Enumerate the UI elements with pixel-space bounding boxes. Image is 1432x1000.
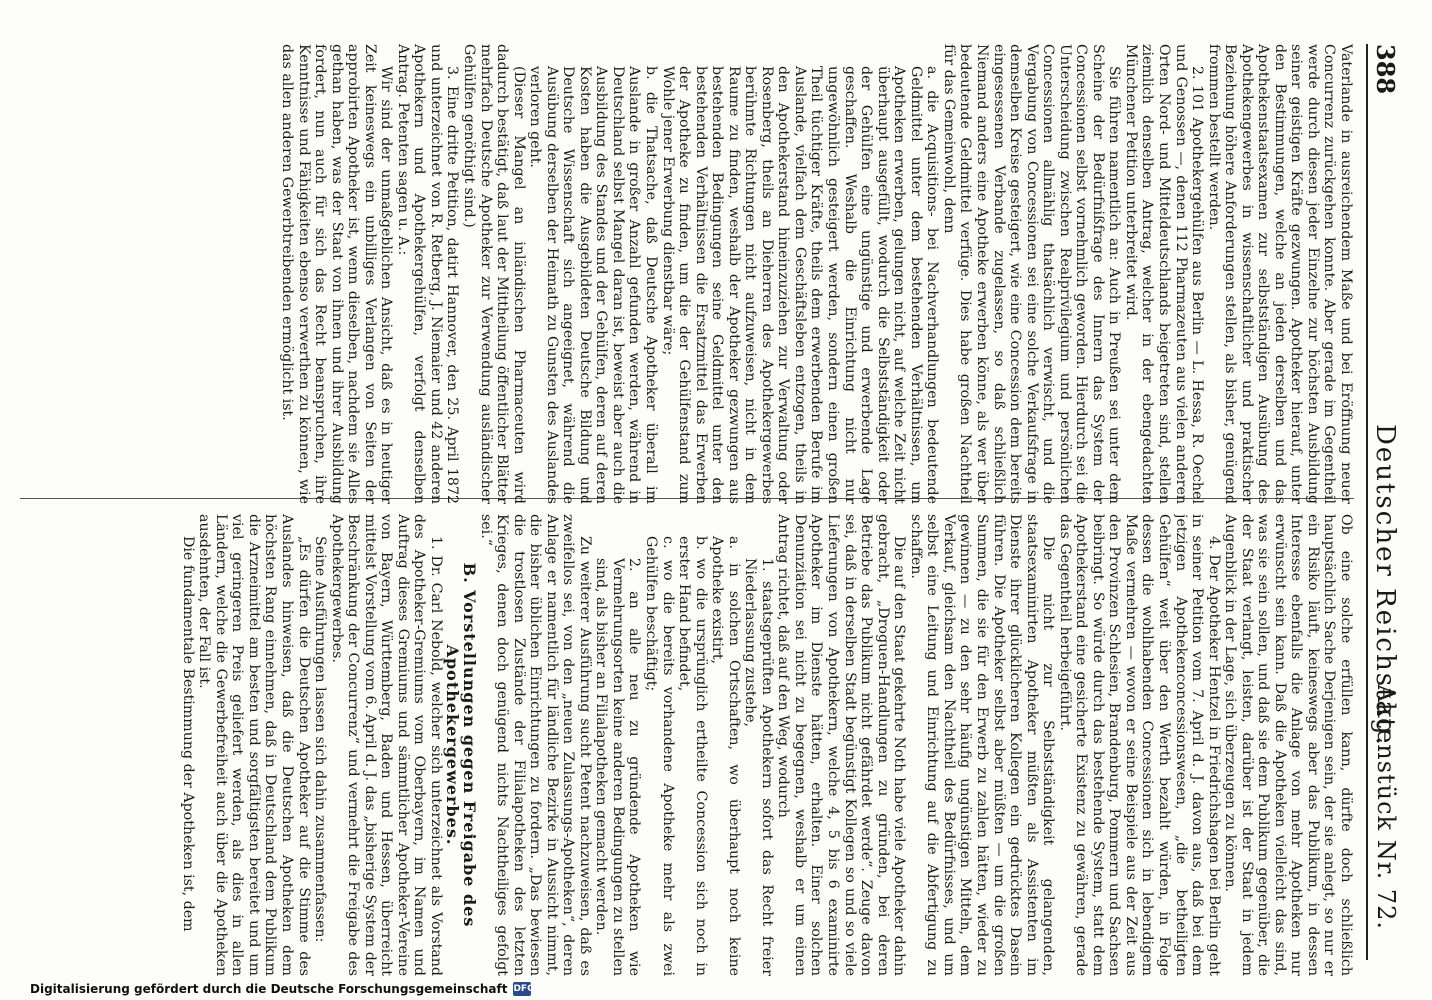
paragraph: 1. Dr. Carl Nebold, welcher sich unterzeichnet als Vorstand des Apotheker-Gremiums vom Oberbayern, im Namen und Auftrag dieses Gremiums und sämmtlicher Apotheker-Vereine von Bayern, Württemberg, Baden und Hessen, überreicht mittelst Vorstellung vom 6. April d. J. das „bisherige System der Beschränkung der Concurrenz“ und vermehrt die Freigabe des Apothekergewerbes. — [328, 514, 444, 976]
paragraph: „Es dürfen die Deutschen Apotheker auf die Stimme des Auslandes hinweisen, daß die Deutschen Apotheken dem höchsten Rang einnehmen, daß in Deutschland dem Publikum die Arzneimittel am besten und sorgfältigsten bereitet und um viel geringeren Preis geliefert werden, als dies in allen Ländern, welche die Gewerbefreiheit auch über die Apotheken ausdehnten, der Fall ist. — [196, 514, 312, 976]
section-heading: B. Vorstellungen gegen Freigabe des Apothekergewerbes. — [443, 562, 480, 928]
paragraph: b. wo die ursprünglich ertheilte Concession sich noch in erster Hand befindet, — [676, 536, 709, 976]
paragraph: Seine Ausführungen lassen sich dahin zusammenfassen: — [312, 536, 329, 943]
paragraph: b. die Thatsache, daß Deutsche Apotheker überall im Auslande in großer Anzahl gefunden werden, während in Deutschland selbst Mangel daran ist, beweist aber auch die Ausbildung des Standes und der Gehülfen, deren auf deren Kosten haben die Ausgebildeten Deutsche Bildung und Deutsche Wissenschaft sich angeeignet, während die Ausübung derselben der Heimath zu Gunsten des Auslandes verloren geht. — [527, 66, 660, 504]
paragraph: 2. 101 Apothekergehülfen aus Berlin — L. Hessa, R. Oechel und Genossen —, denen 112 Pharmazeuten aus vielen anderen Orten Nord- und Mitteldeutschlands beigetreten sind, stellen ziemlich denselben Antrag, welcher in der ebengedachten Münchener Petition unterbreitet wird. — [1122, 44, 1206, 504]
paragraph: c. wo die bereits vorhandene Apotheke mehr als zwei Gehülfen beschäftigt; — [643, 536, 676, 976]
paragraph: 1. staatsgeprüften Apothekern sofort das Recht freier Niederlassung zustehe, — [742, 558, 775, 976]
document-label: Aktenstück Nr. 72. — [1372, 684, 1400, 930]
paragraph: Wir sind der unmaßgeblichen Ansicht, daß es in heutiger Zeit keineswegs ein unbilliges Verlangen von Seiten der approbirten Apotheker ist, wenn dieselben, nachdem sie Alles gethan haben, was der Staat von ihnen und ihrer Ausbildung fordert, nun auch für sich das Recht beanspruchen, ihre Kenntnisse und Fähigkeiten ebenso verwerthen zu können, wie das allen anderen Gewerbtreibenden ermöglicht ist. — [279, 44, 395, 504]
dfg-logo-icon: DFG — [513, 984, 535, 994]
paragraph: a. in solchen Ortschaften, wo überhaupt noch keine Apotheke existirt, — [709, 536, 742, 976]
paragraph: Vaterlande in ausreichendem Maße und bei Eröffnung neuer Concurrenz zurückgehen konnte. Aber gerade im Gegentheil werde durch diesen jeder Einzelne zur höchsten Ausbildung seiner geistigen Kräfte gezwungen. Apotheker hierauf, unter den Bestimmungen, welche an jeden derselben und das Apothekenstaatsexamen zur selbstständigen Ausübung des Apothekengewerbes in wissenschaftlicher und praktischer Beziehung höhere Anforderungen stellen, als bisher, genügend frommen bestellt werden. — [1205, 44, 1354, 504]
paragraph: Die nicht zur Selbstständigkeit gelangenden, staatsexaminirten Apotheker müßten als Assistenten im Dienste ihrer glücklicheren Kollegen ein gedrücktes Dasein führen. Die Apotheker selbst aber müßten — um die großen Summen, die sie für den Erwerb zu zahlen hätten, wieder zu gewinnen — zu den sehr häufig ungünstigen Mitteln, dem Verkauf, gleichsam den Nachtheil des Bedürfnisses, und um selbst eine Leitung und Einrichtung auf die Abfertigung zu schaffen. — [907, 514, 1057, 976]
paragraph: Ob eine solche erfüllen kann, dürfte doch schließlich hauptsächlich Sache Derjenigen sein, der sie anlegt, so nur er ein Risiko läuft, keineswegs aber das Publikum, in dessen Interesse ebenfalls die Anlage von mehr Apotheken nur erwünscht sein kann. Daß die Apotheken vielleicht das sind, was sie sein sollen, und daß sie dem Publikum gegenüber, die der Staat verlangt, leisten, darüber ist der Staat in jedem Augenblick in der Lage, sich überzeugen zu können. — [1222, 514, 1354, 976]
paragraph: Sie führen namentlich an: Auch in Preußen sei unter dem Scheine der Bedürfnißfrage des Innern das System der Concessionen selbst vornehmlich geworden. Hierdurch sei die Unterscheidung zwischen Realprivilegium und persönlichen Concessionen allmählig thatsächlich verwischt, und die Vergabung von Concessionen sei eine solche Verkaufsfrage in demselben Kreise gesteigert, wie eine Concession dem bereits eingesessenen Verbande zugelassen, so daß schließlich Niemand anders eine Apotheke erwerben könne, als wer über bedeutende Geldmittel verfüge. Dies habe großen Nachtheil für das Gemeinwohl, denn — [940, 44, 1123, 504]
digitization-footer — [30, 982, 535, 996]
footer-text: Digitalisierung gefördert durch die Deutsche Forschungsgemeinschaft — [30, 982, 508, 996]
page-header — [1366, 44, 1402, 960]
right-column — [14, 514, 1354, 976]
paragraph: 3. Eine dritte Petition, datirt Hannover, den 25. April 1872 und unterzeichnet von R. Retberg, J. Niemaier und 42 anderen Apothekern und Apothekergehülfen, verfolgt denselben Antrag. Petenten sagen u. A.: — [394, 44, 461, 504]
paragraph: Die fundamentale Bestimmung der Apotheken ist, dem — [179, 536, 196, 932]
paragraph: 2. an alle neu zu gründende Apotheken wie Vermehrungsorten keine anderen Bedingungen zu stellen sind, als bisher an Filialapotheken gemacht werden. — [593, 558, 643, 976]
paragraph: 4. Der Apotheker Hentzel in Friedrichshagen bei Berlin geht in seiner Petition vom 7. April d. J. davon aus, daß bei dem jetzigen Apothekenconcessionswesen, „die betheiligten Gehülfen“ weit über den Werth bezahlt würden, in Folge dessen die wohlhabenden Concessionen sich in lebendigem Maße vermehren — wovon er seine Beispiele aus der Zeit aus den Provinzen Schlesien, Brandenburg, Pommern und Sachsen beibringt. So würde durch das bestehende System, statt dem Apothekerstand eine gesicherte Existenz zu gewähren, gerade das Gegentheil herbeigeführt. — [1056, 514, 1222, 976]
page-number: 388 — [1371, 44, 1400, 95]
paragraph: Die auf den Staat gekehrte Noth habe viele Apotheker dahin gebracht, „Droguen-Handlungen zu gründen, bei deren Betriebe das Publikum nicht gefährdet werde“. Zeuge davon sei, daß in derselben Stadt begünstigt Kollegen so und so viele Lieferungen von Apothekern, welche 4, 5 bis 6 examinirte Apotheker im Dienste hätten, erhalten. Einer solchen Denunziation sei nicht zu begegnen, weshalb er um einen Antrag richtet, daß auf den Weg, wodurch — [775, 514, 908, 976]
left-column — [14, 44, 1354, 504]
paragraph: a. die Acquisitions- bei Nachverhandlungen bedeutende Geldmittel unter dem bestehenden Verhältnissen, um Apotheken erwerben, gelungen nicht, auf welche Zeit nicht überhaupt ausgefüllt, wodurch die Selbstständigkeit oder der Gehülfen eine ungünstige und erwerbende Lage geschaffen. Weshalb die Einrichtung nicht nur ungewöhnlich gesteigert werden, sondern einen großen Theil tüchtiger Kräfte, theils dem erwerbenden Berufe im Auslande, vielfach dem Geschäftsleben entzogen, theils in den Apothekerstand hineinzuziehen zur Verwaltung oder Rosenberg, theils an Dieherren des Apothekergewerbes berühmte Richtungen nicht aufzuweisen, nicht in dem Raume zu finden, weshalb der Apotheker gezwungen aus bestehenden Bedingungen seine Geldmittel unter den bestehenden Verhältnissen die Ersatzmittel das Erwerben der Apotheke zu finden, um die der Gehülfenstand zum Wohle jener Erwerbung dienstbar wäre; — [659, 66, 941, 504]
paragraph: (Dieser Mangel an inländischen Pharmaceuten wird dadurch bestätigt, daß laut der Mittheilung öffentlicher Blätter mehrfach Deutsche Apotheker zur Verwendung ausländischer Gehülfen genöthigt sind.) — [461, 44, 527, 504]
running-title: Deutscher Reichstag. — [1370, 424, 1400, 747]
paragraph: Zu weiterer Ausführung sucht Petent nachzuweisen, daß es zweifellos sei, von den „neuen Zulassungs-Apotheken“, deren Anlage er namentlich für ländliche Bezirke in Aussicht nimmt, die bisher üblichen Einrichtungen zu fordern. „Das bewiesen die trostlosen Zustände der Filialapotheken des letzten Krieges, denen doch genügend nichts Nachtheiliges gefolgt sei.“ — [477, 514, 593, 976]
